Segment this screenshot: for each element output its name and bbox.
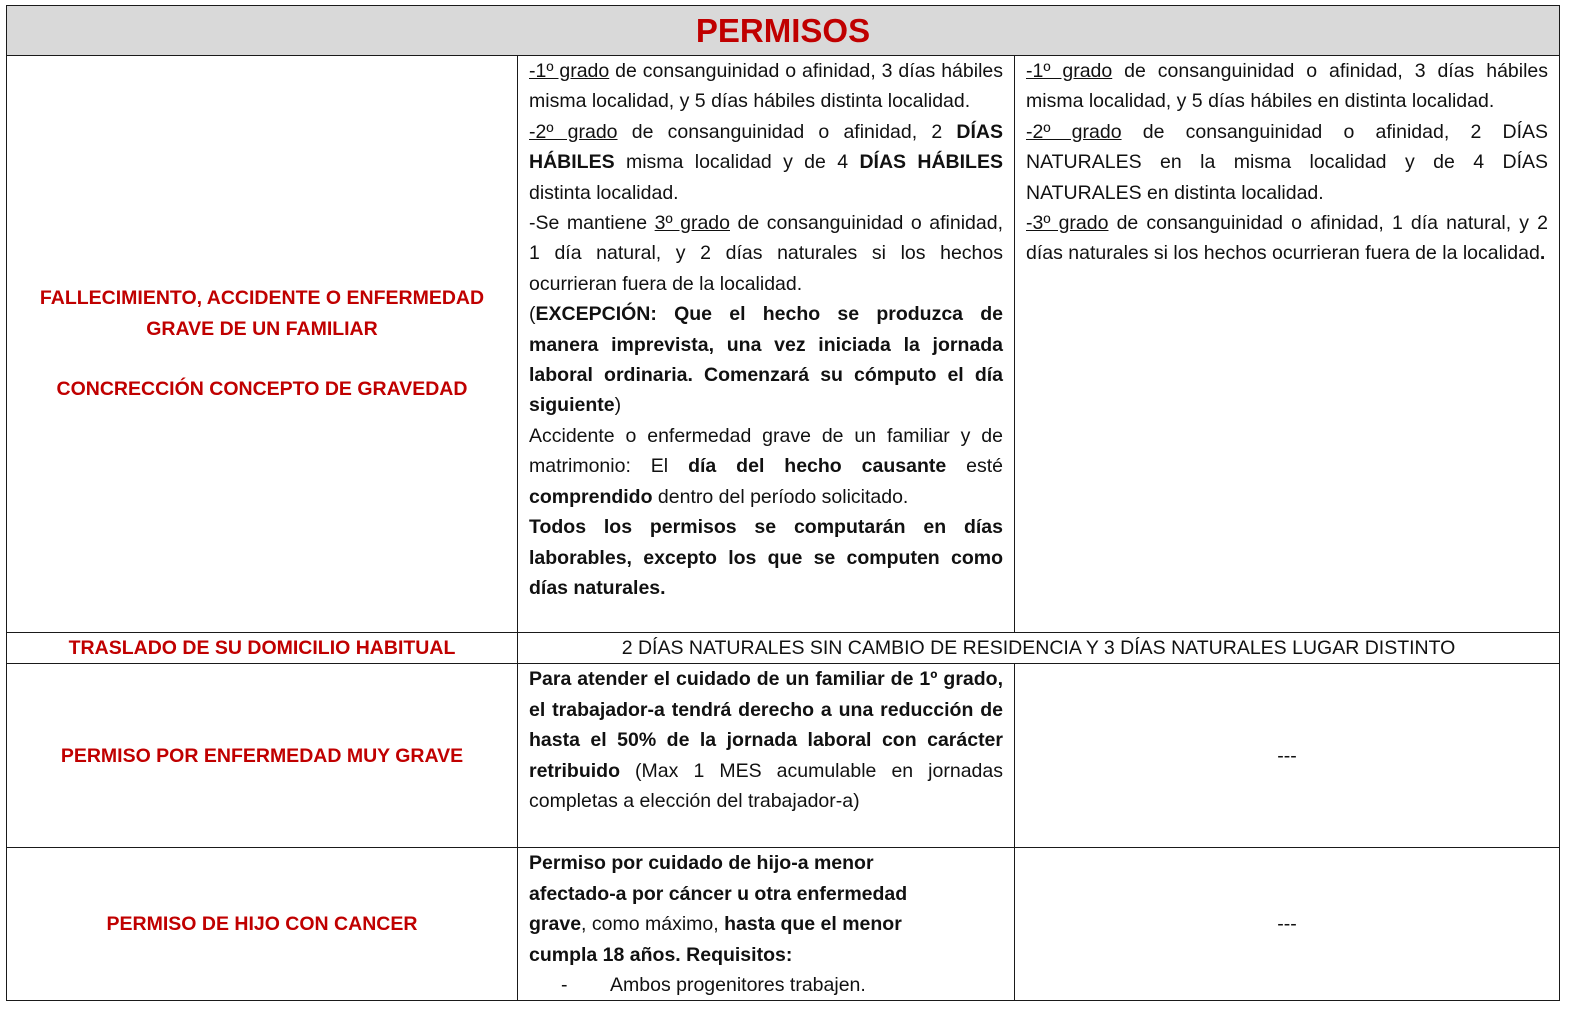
label-spacer [18,344,506,374]
bold-text: DÍAS HÁBILES [529,120,1003,174]
text: ) [614,394,622,417]
enfermedad-new-cell: --- [1015,664,1560,848]
text: de consanguinidad o afinidad, 1 día natural, y 2 días naturales si los hechos ocurrieran fuera de la localidad. [529,212,1003,295]
text: de consanguinidad o afinidad, 2 DÍAS NATURALES en la misma localidad y de 4 DÍAS NATURALES en distinta localidad. [1026,120,1549,204]
text: , como máximo, [581,913,725,936]
bullet-dash: - [561,974,568,997]
row-enfermedad-muy-grave [7,664,1560,848]
text: distinta localidad. [529,181,679,204]
permisos-table [6,5,1560,1001]
row-label-hijo-cancer: PERMISO DE HIJO CON CANCER [7,848,518,1001]
text: de consanguinidad o afinidad, 2 [617,120,957,143]
underlined-grado: -2º grado [529,120,618,143]
enfermedad-current-cell [518,664,1015,848]
paragraph-3-grado [529,208,1003,299]
text: -Se mantiene [529,212,655,235]
title-row [7,6,1560,56]
bold-text: EXCEPCIÓN: Que el hecho se produzca de manera imprevista, una vez iniciada la jornada laboral ordinaria. Comenzará su cómputo el día siguiente [529,303,1003,417]
underlined-grado: -1º grado [1026,60,1113,82]
table-title: PERMISOS [7,6,1560,56]
hijo-current-cell [518,848,1015,1001]
row-fallecimiento [7,56,1560,633]
text: dentro del período solicitado. [652,485,909,508]
bold-text: Permiso por cuidado de hijo-a menor afectado-a por cáncer u otra enfermedad grave [529,852,908,936]
bold-text: Para atender el cuidado de un familiar de 1º grado, el trabajador-a tendrá derecho a una reducción de hasta el 50% de la jornada laboral con carácter retribuido [529,668,1003,782]
row-traslado [7,633,1560,664]
bullet-text: Ambos progenitores trabajen. [610,974,866,997]
fallecimiento-current-cell [518,56,1015,633]
label-fallecimiento: FALLECIMIENTO, ACCIDENTE O ENFERMEDAD GRAVE DE UN FAMILIAR [39,287,485,340]
paragraph-3-grado [1026,208,1548,269]
text: (Max 1 MES acumulable en jornadas completas a elección del trabajador-a) [529,759,1003,813]
requisito-item [529,970,1003,1000]
hijo-new-cell: --- [1015,848,1560,1001]
text: Accidente o enfermedad grave de un familiar y de matrimonio: El [529,424,1003,478]
row-label-traslado: TRASLADO DE SU DOMICILIO HABITUAL [7,633,518,664]
text: de consanguinidad o afinidad, 3 días hábiles misma localidad, y 5 días hábiles distinta localidad. [529,60,1003,113]
bold-text: . [1539,242,1546,265]
paragraph-1-grado [1026,56,1548,117]
paragraph-2-grado [529,117,1003,208]
traslado-value: 2 DÍAS NATURALES SIN CAMBIO DE RESIDENCIA Y 3 DÍAS NATURALES LUGAR DISTINTO [518,633,1560,664]
bold-text: comprendido [529,485,653,508]
text: de consanguinidad o afinidad, 1 día natural, y 2 días naturales si los hechos ocurrieran fuera de la localidad [1026,212,1549,265]
row-label-fallecimiento [7,56,518,633]
row-hijo-cancer [7,848,1560,1001]
text: misma localidad y de 4 [614,151,860,174]
paragraph-permiso-hijo [529,848,1003,970]
bold-text: hasta que el menor cumpla 18 años. Requisitos: [529,913,902,966]
text: esté [946,455,1003,478]
underlined-grado: -1º grado [529,60,610,82]
label-gravedad: CONCRECCIÓN CONCEPTO DE GRAVEDAD [56,378,468,401]
paragraph-1-grado [529,56,1003,117]
paragraph-computo: Todos los permisos se computarán en días laborables, excepto los que se computen como días naturales. [529,516,1003,599]
underlined-grado: -3º grado [1026,212,1109,235]
bold-text: DÍAS HÁBILES [859,151,1003,174]
paragraph-2-grado [1026,117,1548,208]
bold-text: día del hecho causante [688,455,947,478]
paragraph-excepcion [529,299,1003,421]
row-label-enfermedad-muy-grave: PERMISO POR ENFERMEDAD MUY GRAVE [7,664,518,848]
fallecimiento-new-cell [1015,56,1560,633]
text: ( [529,303,536,326]
underlined-grado: 3º grado [654,212,730,235]
underlined-grado: -2º grado [1026,120,1122,143]
text: de consanguinidad o afinidad, 3 días hábiles misma localidad, y 5 días hábiles en distinta localidad. [1026,60,1549,113]
paragraph-accidente [529,421,1003,512]
